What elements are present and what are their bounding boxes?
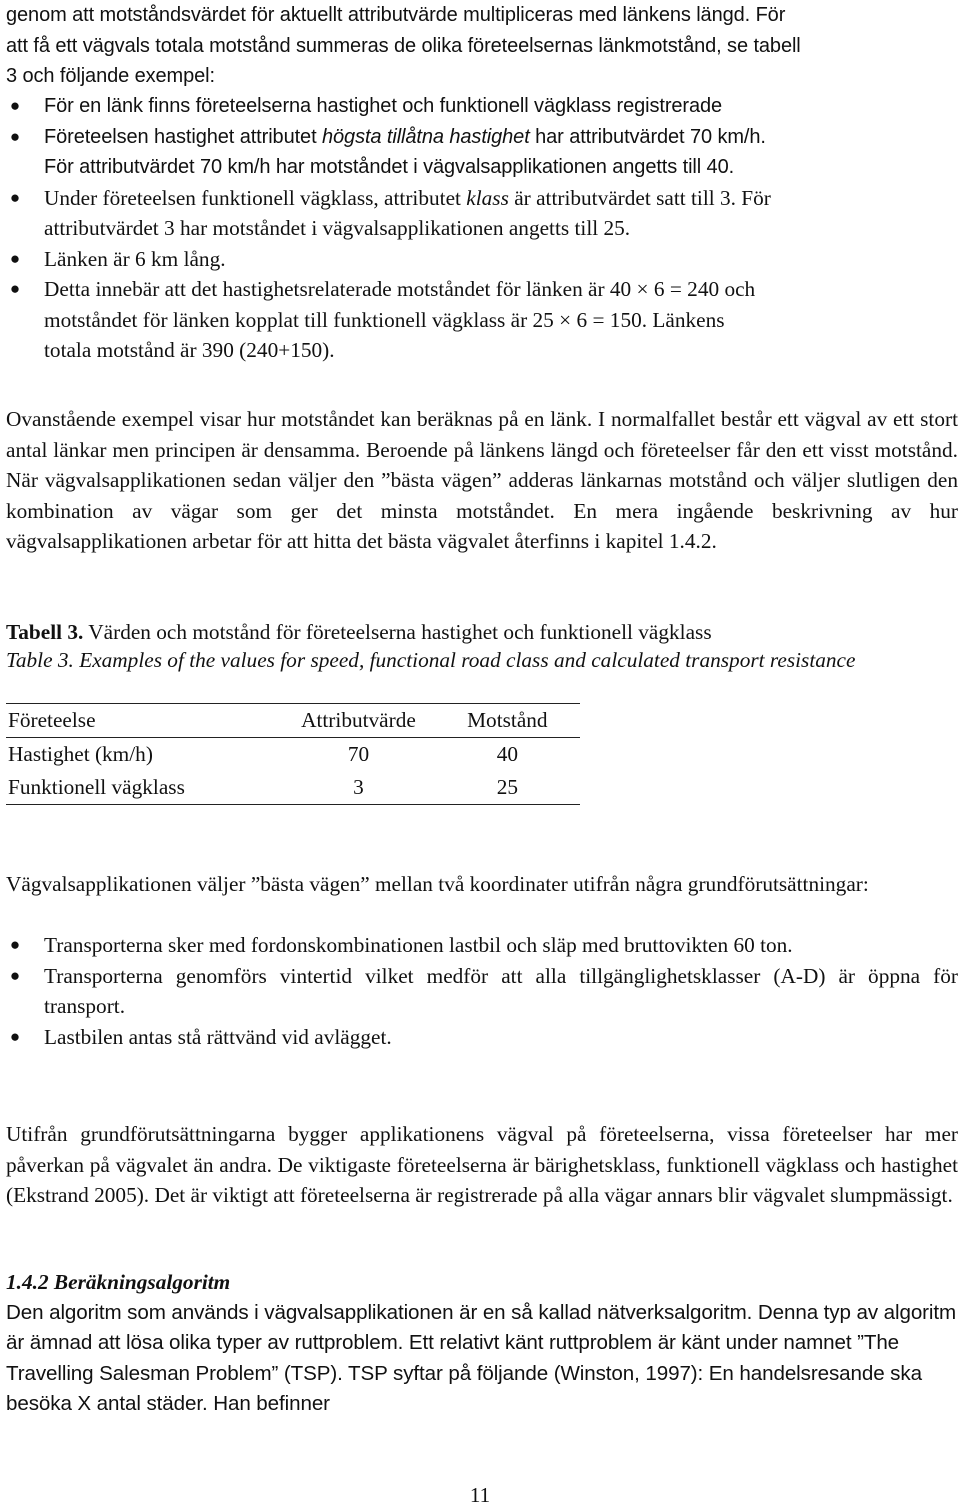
caption-label: Tabell 3. [6,620,84,644]
section [6,1267,958,1420]
intro-paragraph [6,0,958,92]
list-item [6,244,958,275]
list-item [6,1022,958,1053]
table-cell: 70 [347,742,370,766]
table-cell: Hastighet (km/h) [8,742,153,766]
conditions-list [6,930,958,1052]
caption-text-en: Examples of the values for speed, functional road class and calculated transport resistance [79,648,856,672]
caption-label-en: Table 3. [6,648,74,672]
intro-line: att få ett vägvals totala motstånd summeras de olika företeelsernas länkmotstånd, se tabell [6,34,801,57]
list-item-text: Transporterna genomförs vintertid vilket medför att alla tillgänglighetsklasser (A-D) är öppna för transport. [44,963,958,1018]
intro-line: 3 och följande exempel: [6,65,215,87]
bullet-icon: ● [9,279,21,298]
list-item-text: Transporterna sker med fordonskombinationen lastbil och släp med bruttovikten 60 ton. [44,933,793,957]
column-header: Företeelse [6,704,282,738]
list-item-text: Lastbilen antas stå rättvänd vid avlägget. [44,1024,392,1049]
page-number: 11 [469,1483,491,1507]
table-header-row [6,704,580,738]
section-text: Den algoritm som används i vägvalsapplikationen är en så kallad nätverksalgoritm. Denna typ av algoritm är ämnad att lösa olika typer av ruttproblem. Ett relativt känt ruttproblem är känt under namnet ”The Travelling Salesman Problem” (TSP). TSP syftar på följande (Winston, 1997): En handelsresande ska besöka X antal städer. Han befinner [6,1300,957,1415]
bullet-icon: ● [9,248,21,268]
bullet-icon: ● [9,965,21,985]
table-cell: 3 [282,771,434,805]
section-heading: 1.4.2 Beräkningsalgoritm [6,1270,231,1294]
bullet-icon: ● [9,935,21,954]
bullet-icon: ● [9,1026,21,1046]
list-item [6,183,958,244]
list-item-text: För en länk finns företeelserna hastighet och funktionell vägklass registrerade [44,95,723,117]
paragraph-text: Ovanstående exempel visar hur motståndet kan beräknas på en länk. I normalfallet består ett vägval av ett stort antal länkar men principen är densamma. Beroende på länkens längd och företeelser får den ett visst motstånd. När vägvalsapplikationen sedan väljer den ”bästa vägen” adderas länkarnas motstånd och väljer slutligen den kombination av vägar som ger det minsta motståndet. En mera ingående beskrivning av hur vägvalsapplikationen arbetar för att hitta det bästa vägvalet återfinns i kapitel 1.4.2. [6,407,958,553]
table-cell: 25 [435,771,580,805]
list-item [6,961,958,1022]
list-item-text: Företeelsen hastighet attributet högsta tillåtna hastighet har attributvärdet 70 km/h. För attributvärdet 70 km/h har motståndet i vägvalsapplikationen angetts till 40. [44,125,766,178]
example-list [6,91,958,366]
bullet-icon: ● [9,187,21,207]
table-row [6,771,580,805]
bullet-icon: ● [9,126,21,146]
caption-text: Värden och motstånd för företeelserna hastighet och funktionell vägklass [88,620,712,644]
paragraph-text: Utifrån grundförutsättningarna bygger applikationens vägval på företeelserna, vissa företeelser har mer påverkan på vägvalet än andra. De viktigaste företeelserna är bärighetsklass, funktionell vägklass och hastighet (Ekstrand 2005). Det är viktigt att företeelserna är registrerade på alla vägar annars blir vägvalet slumpmässigt. [6,1122,958,1207]
list-item-text: Detta innebär att det hastighetsrelaterade motståndet för länken är 40 × 6 = 240 och motståndet för länken kopplat till funktionell vägklass är 25 × 6 = 150. Länkens totala motstånd är 390 (240+150). [44,277,756,362]
table-row [6,738,580,772]
list-item [6,91,958,122]
paragraph [6,404,958,557]
intro-line: genom att motståndsvärdet för aktuellt attributvärde multipliceras med länkens längd. För [6,4,786,26]
list-item [6,274,958,366]
list-item-text: Länken är 6 km lång. [44,246,226,271]
paragraph [6,869,958,900]
bullet-icon: ● [9,96,21,115]
table-caption [6,617,958,674]
table-cell: Funktionell vägklass [6,771,282,805]
values-table [6,703,580,805]
column-header: Attributvärde [282,704,434,738]
list-item [6,122,958,183]
table-cell: 40 [496,742,518,766]
list-item [6,930,958,961]
paragraph-text: Vägvalsapplikationen väljer ”bästa vägen” mellan två koordinater utifrån några grundförutsättningar: [6,872,869,896]
list-item-text: Under företeelsen funktionell vägklass, attributet klass är attributvärdet satt till 3. För attributvärdet 3 har motståndet i vägvalsapplikationen angetts till 25. [44,185,771,240]
column-header: Motstånd [435,704,580,738]
paragraph [6,1119,958,1211]
